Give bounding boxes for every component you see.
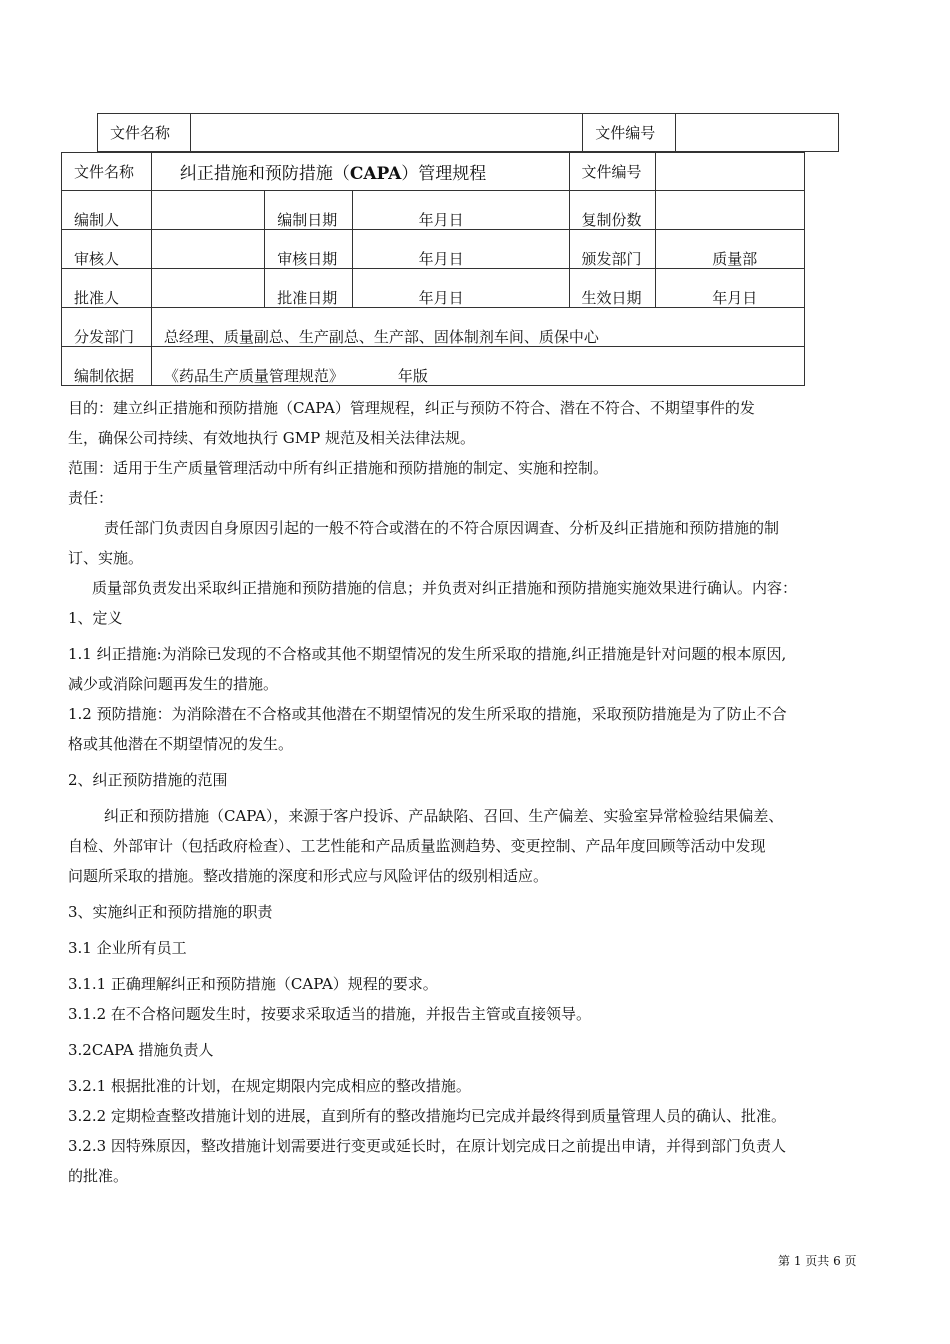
page-number: 第 1 页共 6 页 (778, 1254, 857, 1268)
label-issuing-dept: 颁发部门 (569, 230, 656, 269)
section-3-1-2: 3.1.2 在不合格问题发生时，按要求采取适当的措施，并报告主管或直接领导。 (68, 1005, 591, 1023)
purpose-line-2: 生，确保公司持续、有效地执行 GMP 规范及相关法律法规。 (68, 429, 475, 447)
meta-value-no (656, 153, 805, 191)
page-footer (778, 1252, 857, 1269)
scope-line: 范围：适用于生产质量管理活动中所有纠正措施和预防措施的制定、实施和控制。 (68, 459, 609, 477)
section-3-heading: 3、实施纠正和预防措施的职责 (68, 903, 273, 921)
label-distribution: 分发部门 (62, 308, 152, 347)
meta-table (61, 152, 805, 386)
section-3-2-2: 3.2.2 定期检查整改措施计划的进展，直到所有的整改措施均已完成并最终得到质量管理人员的确认、批准。 (68, 1107, 786, 1125)
value-reviewer (151, 230, 264, 269)
title-prefix: 纠正措施和预防措施（ (179, 164, 350, 184)
label-copies: 复制份数 (569, 191, 656, 230)
meta-label-name: 文件名称 (62, 153, 152, 191)
section-3-1-1: 3.1.1 正确理解纠正和预防措施（CAPA）规程的要求。 (68, 975, 438, 993)
value-edit-date: 年月日 (352, 191, 569, 230)
value-approver (151, 269, 264, 308)
scope-para-c: 问题所采取的措施。整改措施的深度和形式应与风险评估的级别相适应。 (68, 867, 549, 885)
label-review-date: 审核日期 (265, 230, 352, 269)
document-body (68, 393, 888, 1191)
value-issuing-dept: 质量部 (656, 230, 805, 269)
definition-1-1b: 减少或消除问题再发生的措施。 (68, 675, 279, 693)
responsibility-1a: 责任部门负责因自身原因引起的一般不符合或潜在的不符合原因调查、分析及纠正措施和预防措施的制 (104, 519, 780, 537)
label-basis: 编制依据 (62, 347, 152, 386)
basis-reference: 《药品生产质量管理规范》 (163, 367, 344, 385)
meta-label-no: 文件编号 (569, 153, 656, 191)
definition-1-2a: 1.2 预防措施：为消除潜在不合格或其他潜在不期望情况的发生所采取的措施，采取预防措施是为了防止不合 (68, 705, 787, 723)
basis-version: 年版 (397, 367, 428, 385)
section-2-heading: 2、纠正预防措施的范围 (68, 771, 228, 789)
value-distribution: 总经理、质量副总、生产副总、生产部、固体制剂车间、质保中心 (151, 308, 804, 347)
header-label-no: 文件编号 (583, 114, 676, 152)
scope-para-a: 纠正和预防措施（CAPA），来源于客户投诉、产品缺陷、召回、生产偏差、实验室异常检验结果偏差、 (104, 807, 784, 825)
responsibility-2: 质量部负责发出采取纠正措施和预防措施的信息；并负责对纠正措施和预防措施实施效果进行确认。内容： (92, 579, 798, 597)
section-3-2-3b: 的批准。 (68, 1167, 129, 1185)
section-3-2-3a: 3.2.3 因特殊原因，整改措施计划需要进行变更或延长时，在原计划完成日之前提出申请，并得到部门负责人 (68, 1137, 786, 1155)
title-bold: CAPA (349, 164, 402, 184)
value-review-date: 年月日 (352, 230, 569, 269)
label-edit-date: 编制日期 (265, 191, 352, 230)
section-3-2: 3.2CAPA 措施负责人 (68, 1041, 214, 1059)
value-copies (656, 191, 805, 230)
section-3-1: 3.1 企业所有员工 (68, 939, 187, 957)
header-value-name (190, 114, 582, 152)
header-table (97, 113, 839, 152)
label-editor: 编制人 (62, 191, 152, 230)
section-1-heading: 1、定义 (68, 609, 123, 627)
responsibility-heading: 责任： (68, 489, 114, 507)
responsibility-1b: 订、实施。 (68, 549, 144, 567)
purpose-line-1: 目的：建立纠正措施和预防措施（CAPA）管理规程，纠正与预防不符合、潜在不符合、不期望事件的发 (68, 399, 755, 417)
label-reviewer: 审核人 (62, 230, 152, 269)
value-basis (151, 347, 804, 386)
definition-1-1a: 1.1 纠正措施:为消除已发现的不合格或其他不期望情况的发生所采取的措施,纠正措施是针对问题的根本原因, (68, 645, 787, 663)
document-title (151, 153, 569, 191)
header-value-no (676, 114, 839, 152)
section-3-2-1: 3.2.1 根据批准的计划，在规定期限内完成相应的整改措施。 (68, 1077, 471, 1095)
value-effective-date: 年月日 (656, 269, 805, 308)
label-effective-date: 生效日期 (569, 269, 656, 308)
header-label-name: 文件名称 (98, 114, 191, 152)
label-approve-date: 批准日期 (265, 269, 352, 308)
title-suffix: ）管理规程 (401, 164, 487, 184)
label-approver: 批准人 (62, 269, 152, 308)
definition-1-2b: 格或其他潜在不期望情况的发生。 (68, 735, 294, 753)
value-editor (151, 191, 264, 230)
value-approve-date: 年月日 (352, 269, 569, 308)
scope-para-b: 自检、外部审计（包括政府检查）、工艺性能和产品质量监测趋势、变更控制、产品年度回顾等活动中发现 (68, 837, 766, 855)
